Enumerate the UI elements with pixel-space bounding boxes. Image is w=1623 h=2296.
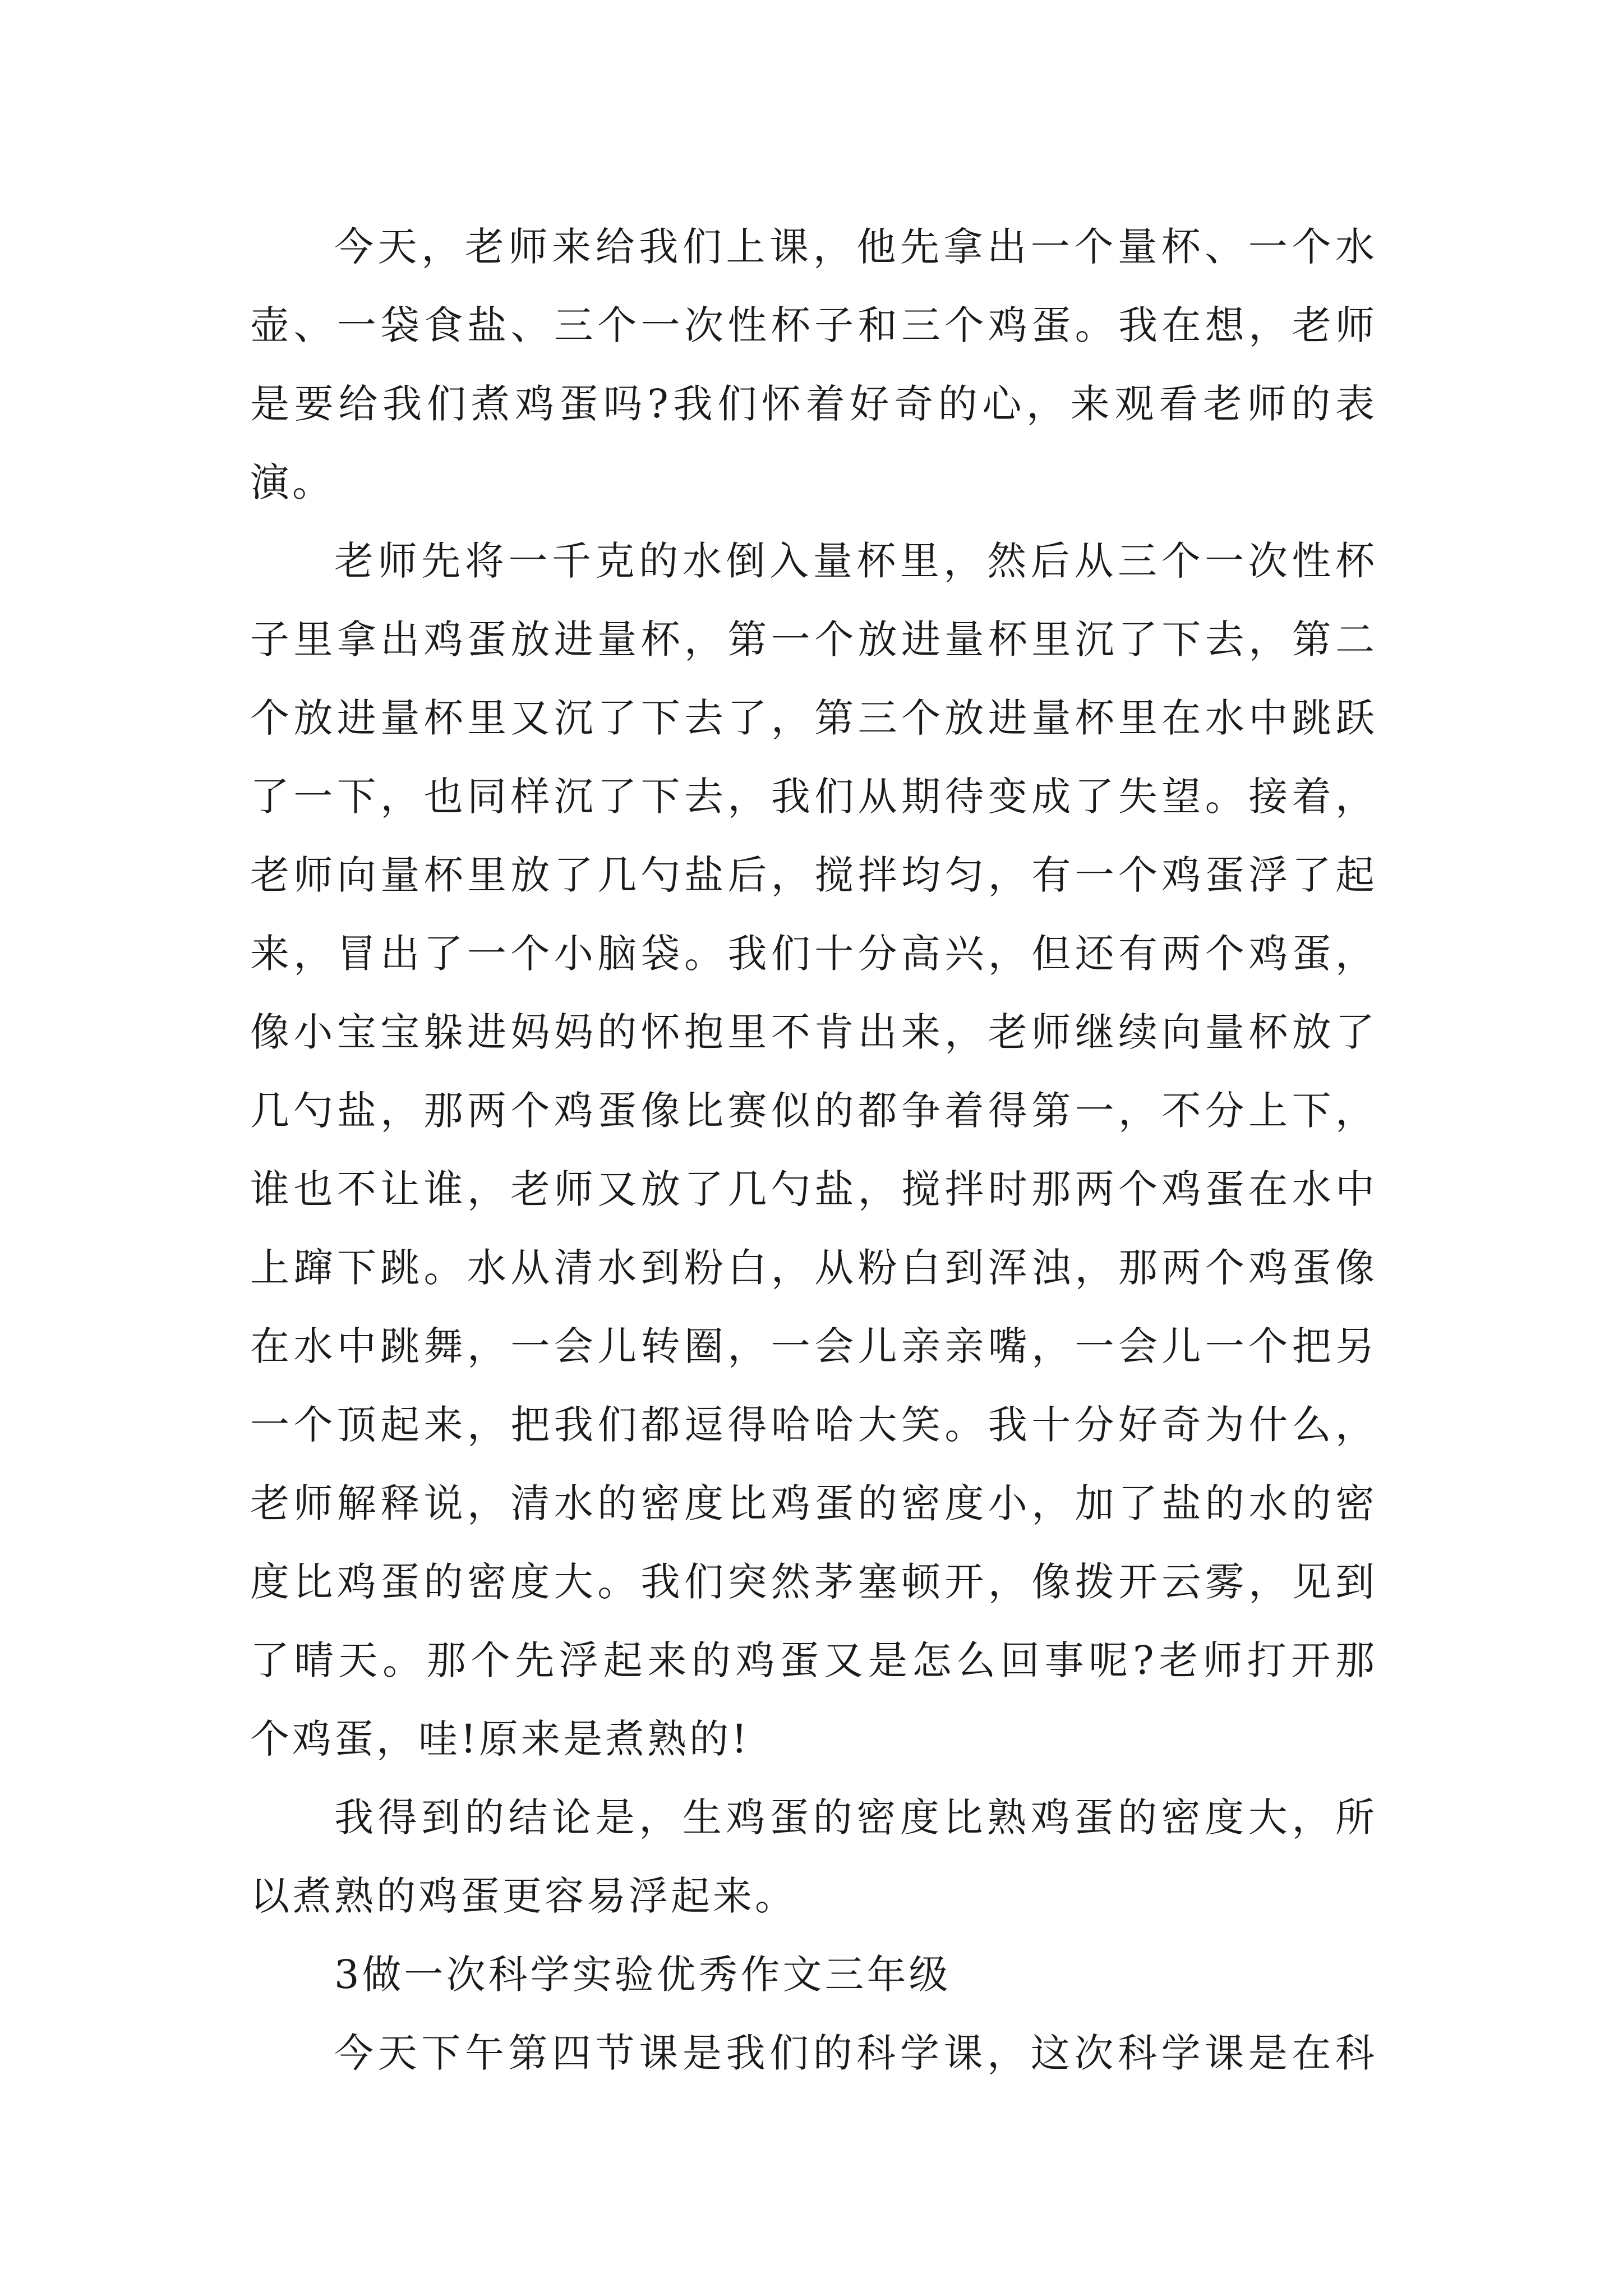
paragraph-line: 老师先将一千克的水倒入量杯里，然后从三个一次性杯 <box>334 538 1377 584</box>
paragraph-line: 一个顶起来，把我们都逗得哈哈大笑。我十分好奇为什么， <box>250 1402 1377 1448</box>
paragraph-line: 谁也不让谁，老师又放了几勺盐，搅拌时那两个鸡蛋在水中 <box>250 1166 1377 1212</box>
paragraph-line: 几勺盐，那两个鸡蛋像比赛似的都争着得第一，不分上下， <box>250 1088 1377 1134</box>
paragraph-line: 我得到的结论是，生鸡蛋的密度比熟鸡蛋的密度大，所 <box>334 1795 1377 1841</box>
paragraph-line: 个鸡蛋，哇!原来是煮熟的! <box>250 1716 750 1762</box>
paragraph-line: 以煮熟的鸡蛋更容易浮起来。 <box>250 1873 797 1919</box>
document-body <box>250 208 1377 2092</box>
paragraph-line: 上蹿下跳。水从清水到粉白，从粉白到浑浊，那两个鸡蛋像 <box>250 1245 1377 1291</box>
paragraph-line: 了晴天。那个先浮起来的鸡蛋又是怎么回事呢?老师打开那 <box>250 1637 1377 1683</box>
paragraph-line: 今天，老师来给我们上课，他先拿出一个量杯、一个水 <box>334 224 1377 270</box>
section-heading: 3做一次科学实验优秀作文三年级 <box>334 1952 951 1998</box>
paragraph-4 <box>250 2014 1377 2092</box>
paragraph-line: 度比鸡蛋的密度大。我们突然茅塞顿开，像拨开云雾，见到 <box>250 1559 1377 1605</box>
paragraph-line: 壶、一袋食盐、三个一次性杯子和三个鸡蛋。我在想，老师 <box>250 302 1377 348</box>
paragraph-line: 今天下午第四节课是我们的科学课，这次科学课是在科 <box>334 2030 1377 2076</box>
paragraph-line: 在水中跳舞，一会儿转圈，一会儿亲亲嘴，一会儿一个把另 <box>250 1323 1377 1369</box>
paragraph-1 <box>250 208 1377 522</box>
paragraph-line: 个放进量杯里又沉了下去了，第三个放进量杯里在水中跳跃 <box>250 695 1377 741</box>
paragraph-line: 老师向量杯里放了几勺盐后，搅拌均匀，有一个鸡蛋浮了起 <box>250 852 1377 898</box>
paragraph-line: 是要给我们煮鸡蛋吗?我们怀着好奇的心，来观看老师的表 <box>250 381 1377 427</box>
paragraph-line: 老师解释说，清水的密度比鸡蛋的密度小，加了盐的水的密 <box>250 1480 1377 1526</box>
paragraph-2 <box>250 522 1377 1778</box>
paragraph-line: 像小宝宝躲进妈妈的怀抱里不肯出来，老师继续向量杯放了 <box>250 1009 1377 1055</box>
paragraph-line: 了一下，也同样沉了下去，我们从期待变成了失望。接着， <box>250 774 1377 820</box>
paragraph-line: 来，冒出了一个小脑袋。我们十分高兴，但还有两个鸡蛋， <box>250 931 1377 977</box>
paragraph-3 <box>250 1778 1377 1935</box>
paragraph-line: 演。 <box>250 459 334 505</box>
paragraph-line: 子里拿出鸡蛋放进量杯，第一个放进量杯里沉了下去，第二 <box>250 616 1377 662</box>
